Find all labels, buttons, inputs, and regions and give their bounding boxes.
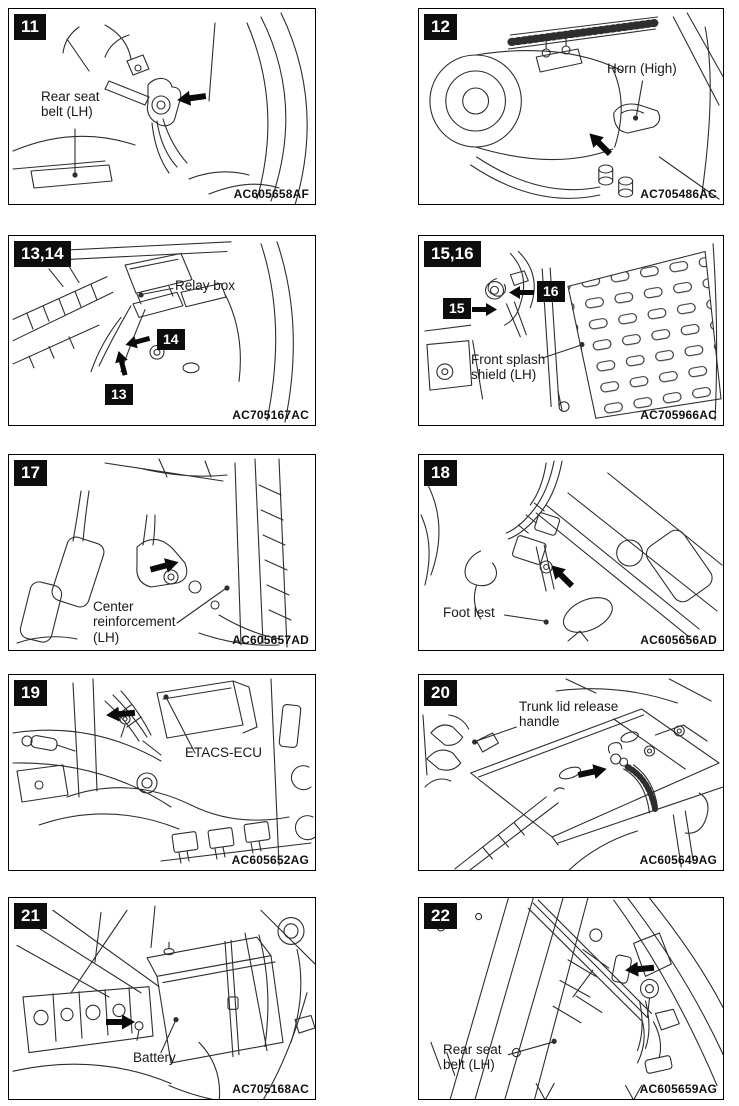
figure-code: AC605656AD — [640, 633, 717, 647]
figure-panel-21 — [8, 897, 316, 1100]
arrow-icon — [105, 1013, 135, 1031]
figure-panel-11 — [8, 8, 316, 205]
leader-dot — [224, 585, 229, 590]
leader-dot — [72, 172, 77, 177]
leader-dot — [579, 342, 584, 347]
panel-illustration — [9, 675, 315, 870]
figure-code: AC705486AC — [640, 187, 717, 201]
part-label: Rear seat belt (LH) — [443, 1042, 502, 1073]
panel-illustration — [419, 9, 723, 204]
figure-code: AC705168AC — [232, 1082, 309, 1096]
leader-dot — [552, 1039, 557, 1044]
part-label: Front splash shield (LH) — [471, 352, 546, 383]
ground-number-badge: 19 — [14, 680, 47, 706]
ground-number-badge: 11 — [14, 14, 46, 40]
arrow-icon — [471, 302, 497, 317]
part-label: Battery — [133, 1050, 176, 1065]
figure-code: AC605659AG — [639, 1082, 717, 1096]
figure-code: AC605658AF — [233, 187, 309, 201]
callout-badge: 14 — [157, 329, 185, 350]
figure-code: AC605657AD — [232, 633, 309, 647]
part-label: Rear seat belt (LH) — [41, 89, 100, 120]
callout-badge: 15 — [443, 298, 471, 319]
ground-number-badge: 12 — [424, 14, 457, 40]
part-label: ETACS-ECU — [185, 745, 263, 760]
figure-panel-15-16 — [418, 235, 724, 426]
part-label: Center reinforcement (LH) — [93, 599, 176, 645]
leader-dot — [138, 293, 143, 298]
figure-panel-12 — [418, 8, 724, 205]
figure-panel-20 — [418, 674, 724, 871]
figure-panel-22 — [418, 897, 724, 1100]
part-label: Foot lest — [443, 605, 495, 620]
arrow-icon — [105, 704, 136, 725]
arrow-icon — [624, 959, 655, 980]
leader-dot — [173, 1017, 178, 1022]
figure-panel-18 — [418, 454, 724, 651]
leader-dot — [472, 739, 477, 744]
figure-code: AC605652AG — [231, 853, 309, 867]
panel-illustration — [9, 898, 315, 1099]
part-label: Relay box — [175, 278, 236, 293]
figure-code: AC705167AC — [232, 408, 309, 422]
ground-number-badge: 20 — [424, 680, 457, 706]
ground-number-badge: 15,16 — [424, 241, 481, 267]
ground-number-badge: 22 — [424, 903, 457, 929]
panel-illustration — [419, 455, 723, 650]
leader-dot — [544, 619, 549, 624]
figure-panel-13-14 — [8, 235, 316, 426]
arrow-icon — [509, 285, 535, 300]
leader-dot — [633, 115, 638, 120]
figure-code: AC705966AC — [640, 408, 717, 422]
callout-badge: 16 — [537, 281, 565, 302]
leader-dot — [163, 694, 168, 699]
ground-number-badge: 17 — [14, 460, 47, 486]
figure-code: AC605649AG — [639, 853, 717, 867]
callout-badge: 13 — [105, 384, 133, 405]
ground-number-badge: 13,14 — [14, 241, 71, 267]
ground-number-badge: 21 — [14, 903, 47, 929]
part-label: Horn (High) — [607, 61, 677, 76]
figure-panel-19 — [8, 674, 316, 871]
figure-panel-17 — [8, 454, 316, 651]
part-label: Trunk lid release handle — [519, 699, 619, 730]
ground-number-badge: 18 — [424, 460, 457, 486]
